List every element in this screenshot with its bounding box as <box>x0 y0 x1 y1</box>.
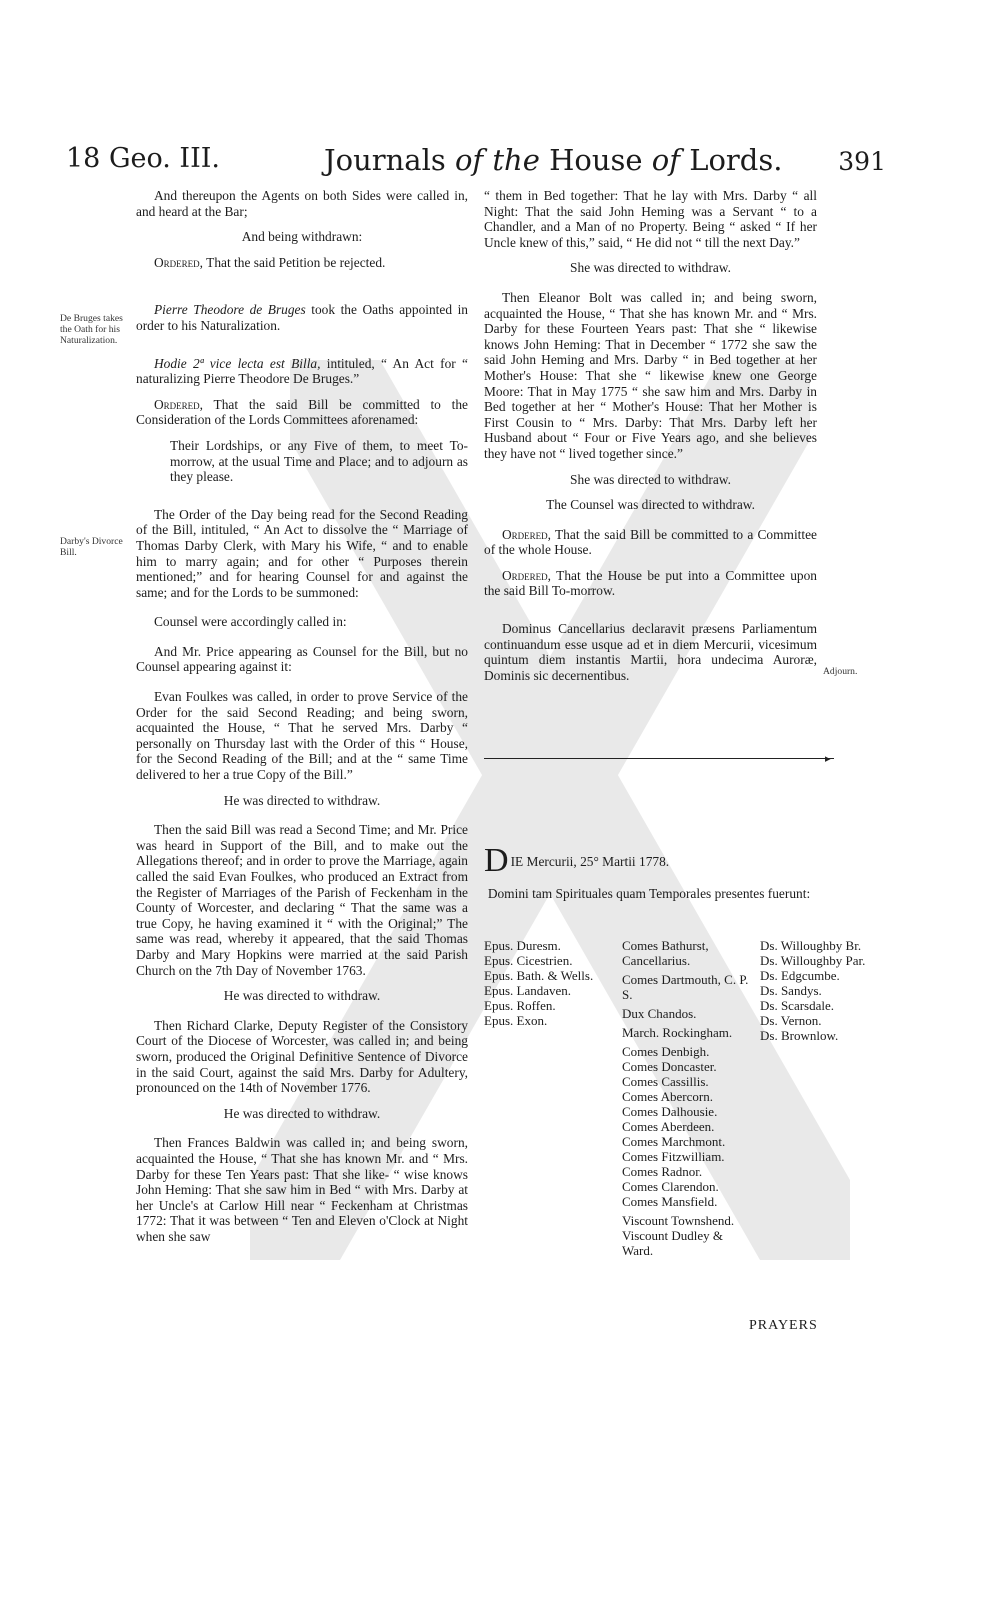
paragraph: The Counsel was directed to withdraw. <box>546 497 755 513</box>
list-item: Ds. Willoughby Br. <box>760 938 862 953</box>
list-item: Comes Radnor. <box>622 1164 703 1179</box>
paragraph-text: took the Oaths appointed in order to his Naturalization. <box>136 302 468 333</box>
list-item: Comes Bathurst, Cancellarius. <box>622 938 709 968</box>
page-number: 391 <box>838 147 886 176</box>
paragraph: “ them in Bed together: That he lay with Mrs. Darby “ all Night: That the said John Heming was a Servant “ to a Chandler, and a Man of no Property. Being “ asked “ If her Uncle knew of this,” said, “ He did not “ till the next Day.” <box>484 188 817 250</box>
list-item: Epus. Roffen. <box>484 998 556 1013</box>
title-part: Journals <box>324 143 446 177</box>
paragraph: He was directed to withdraw. <box>223 1105 381 1121</box>
paragraph-text: intituled, “ An Act for “ naturalizing Pierre Theodore De Bruges.” <box>136 355 468 387</box>
paragraph: And thereupon the Agents on both Sides were called in, and heard at the Bar; <box>136 188 468 219</box>
paragraph: She was directed to withdraw. <box>570 471 731 487</box>
list-item: Comes Fitzwilliam. <box>622 1149 725 1164</box>
title-part: of <box>651 143 680 177</box>
list-item: Comes Clarendon. <box>622 1179 719 1194</box>
latin-lead: Hodie 2ª vice lecta est Billa, <box>154 355 321 371</box>
paragraph: And Mr. Price appearing as Counsel for the Bill, but no Counsel appearing against it: <box>136 643 468 675</box>
paragraph: He was directed to withdraw. <box>223 792 381 808</box>
paragraph-text: That the said Bill be committed to the Consideration of the Lords Committees aforenamed: <box>136 396 468 428</box>
paragraph <box>136 397 468 428</box>
title-part: House <box>549 143 643 177</box>
paragraph: Then Richard Clarke, Deputy Register of the Consistory Court of the Diocese of Worcester, was called in; and being sworn, produced the Original Definitive Sentence of Divorce in the said Court, against the said Mrs. Darby for Adultery, pronounced on the 14th of November 1776. <box>136 1017 468 1096</box>
rule-arrow-icon: ▸ <box>825 752 831 765</box>
list-item: Epus. Exon. <box>484 1013 548 1028</box>
journal-title <box>324 143 782 177</box>
list-item: Comes Dartmouth, C. P. S. <box>622 972 749 1002</box>
paragraph <box>484 527 817 558</box>
paragraph: Evan Foulkes was called, in order to prove Service of the Order for the said Second Reading; and being sworn, acquainted the House, “ That he served Mrs. Darby “ personally on Thursday last with the Order of this “ House, for the Second Reading of the Bill; and at the “ same Time delivered to her a true Copy of the Bill.” <box>136 689 468 783</box>
barons-list <box>760 938 865 1043</box>
left-column <box>136 188 468 1244</box>
list-item: Comes Aberdeen. <box>622 1119 715 1134</box>
paragraph <box>136 356 468 387</box>
peers-list <box>622 938 754 1258</box>
list-item: Epus. Duresm. <box>484 938 561 953</box>
bishops-list <box>484 938 593 1028</box>
list-item: March. Rockingham. <box>622 1025 733 1040</box>
paragraph-text: That the said Petition be rejected. <box>203 254 386 270</box>
list-item: Viscount Townshend. <box>622 1213 735 1228</box>
title-part: Lords. <box>689 143 783 177</box>
paragraph: Their Lordships, or any Five of them, to meet To-morrow, at the usual Time and Place; and to adjourn as they please. <box>170 437 468 485</box>
list-item: Comes Cassillis. <box>622 1074 709 1089</box>
paragraph: The Order of the Day being read for the Second Reading of the Bill, intituled, “ An Act to dissolve the “ Marriage of Thomas Darby Clerk, with Mary his Wife, “ and to enable him to marry again; and for other “ Purposes therein mentioned;” and for hearing Counsel for and against the same; and for the Lords to be summoned: <box>136 506 468 600</box>
list-item: Epus. Landaven. <box>484 983 572 998</box>
paragraph: Dominus Cancellarius declaravit præsens Parliamentum continuandum esse usque ad et in diem Mercurii, vicesimum quintum diem instantis Martii, hora undecima Auroræ, Dominis sic decernentibus. <box>484 621 817 683</box>
paragraph <box>136 302 468 333</box>
list-item: Epus. Bath. & Wells. <box>484 968 594 983</box>
paragraph: And being withdrawn: <box>241 229 363 245</box>
paragraph: Then Frances Baldwin was called in; and being sworn, acquainted the House, “ That she has known Mr. and “ Mrs. Darby for these Ten Years past: That she like- “ wise knows John Heming: That she saw him in Bed “ with Mrs. Darby at her Uncle's at Carlow Hill near “ Feckenham at Christmas 1772: That it was between “ Ten and Eleven o'Clock at Night when she saw <box>136 1135 468 1244</box>
page-header <box>66 143 886 187</box>
list-item: Ds. Scarsdale. <box>760 998 835 1013</box>
ordered-lead: Ordered, <box>502 526 552 542</box>
list-item: Comes Marchmont. <box>622 1134 726 1149</box>
list-item: Comes Mansfield. <box>622 1194 718 1209</box>
catchword: PRAYERS <box>749 1318 818 1333</box>
margin-note-de-bruges: De Bruges takes the Oath for his Naturalization. <box>60 313 123 346</box>
sitting-date: IE Mercurii, 25° Martii 1778. <box>510 854 670 869</box>
list-item: Ds. Vernon. <box>760 1013 822 1028</box>
regnal-year: 18 Geo. III. <box>66 143 221 174</box>
list-item: Comes Dalhousie. <box>622 1104 718 1119</box>
paragraph: She was directed to withdraw. <box>570 260 731 276</box>
list-item: Comes Denbigh. <box>622 1044 710 1059</box>
paragraph: Then Eleanor Bolt was called in; and being sworn, acquainted the House, “ That she has known Mr. and “ Mrs. Darby for these Fourteen Years past: That she “ likewise knows John Heming: That in December “ 1772 she saw the said John Heming and Mrs. Darby “ in Bed together at her Mother's House: That she “ likewise knew one George Moore: That in May 1775 “ she saw him and Mrs. Darby in Bed together at her “ Mother's House: That her Mother is First Cousin to “ Mrs. Darby: That Mrs. Darby left her Husband about “ Four or Five Years ago, and she believes they have not “ lived together since.” <box>484 289 817 461</box>
list-item: Epus. Cicestrien. <box>484 953 573 968</box>
ordered-lead: Ordered, <box>502 567 552 583</box>
list-item: Ds. Edgcumbe. <box>760 968 840 983</box>
right-column <box>484 188 817 683</box>
person-name: Pierre Theodore de Bruges <box>154 302 306 318</box>
paragraph <box>484 568 817 599</box>
paragraph-text: That the House be put into a Committee upon the said Bill To-morrow. <box>484 567 817 599</box>
paragraph: Counsel were accordingly called in: <box>154 614 347 630</box>
list-item: Dux Chandos. <box>622 1006 697 1021</box>
list-item: Viscount Dudley & Ward. <box>622 1228 724 1258</box>
ordered-lead: Ordered, <box>154 254 204 270</box>
sitting-heading <box>484 842 814 901</box>
list-item: Comes Abercorn. <box>622 1089 713 1104</box>
paragraph: He was directed to withdraw. <box>223 988 381 1004</box>
section-rule <box>484 758 834 759</box>
list-item: Ds. Willoughby Par. <box>760 953 866 968</box>
drop-cap: D <box>484 842 509 879</box>
paragraph-text: That the said Bill be committed to a Committee of the whole House. <box>484 526 817 558</box>
margin-note-darby: Darby's Divorce Bill. <box>60 536 123 558</box>
paragraph: Then the said Bill was read a Second Time; and Mr. Price was heard in Support of the Bill, and to make out the Allegations thereof; and in order to prove the Marriage, again called the said Evan Foulkes, who produced an Extract from the Register of Marriages of the Parish of Feckenham in the County of Worcester, and declaring “ That the same was a true Copy, he having examined it “ with the Original;” The same was read, whereby it appeared, that the said Thomas Darby and Mary Hopkins were married at the said Parish Church on the 7th Day of November 1763. <box>136 822 468 978</box>
ordered-lead: Ordered, <box>154 396 204 412</box>
title-part: of the <box>454 143 540 177</box>
list-item: Ds. Sandys. <box>760 983 822 998</box>
list-item: Comes Doncaster. <box>622 1059 717 1074</box>
list-item: Ds. Brownlow. <box>760 1028 839 1043</box>
attendance-heading: Domini tam Spirituales quam Temporales presentes fuerunt: <box>487 886 811 901</box>
margin-note-adjourn: Adjourn. <box>823 666 858 677</box>
paragraph <box>136 255 468 271</box>
